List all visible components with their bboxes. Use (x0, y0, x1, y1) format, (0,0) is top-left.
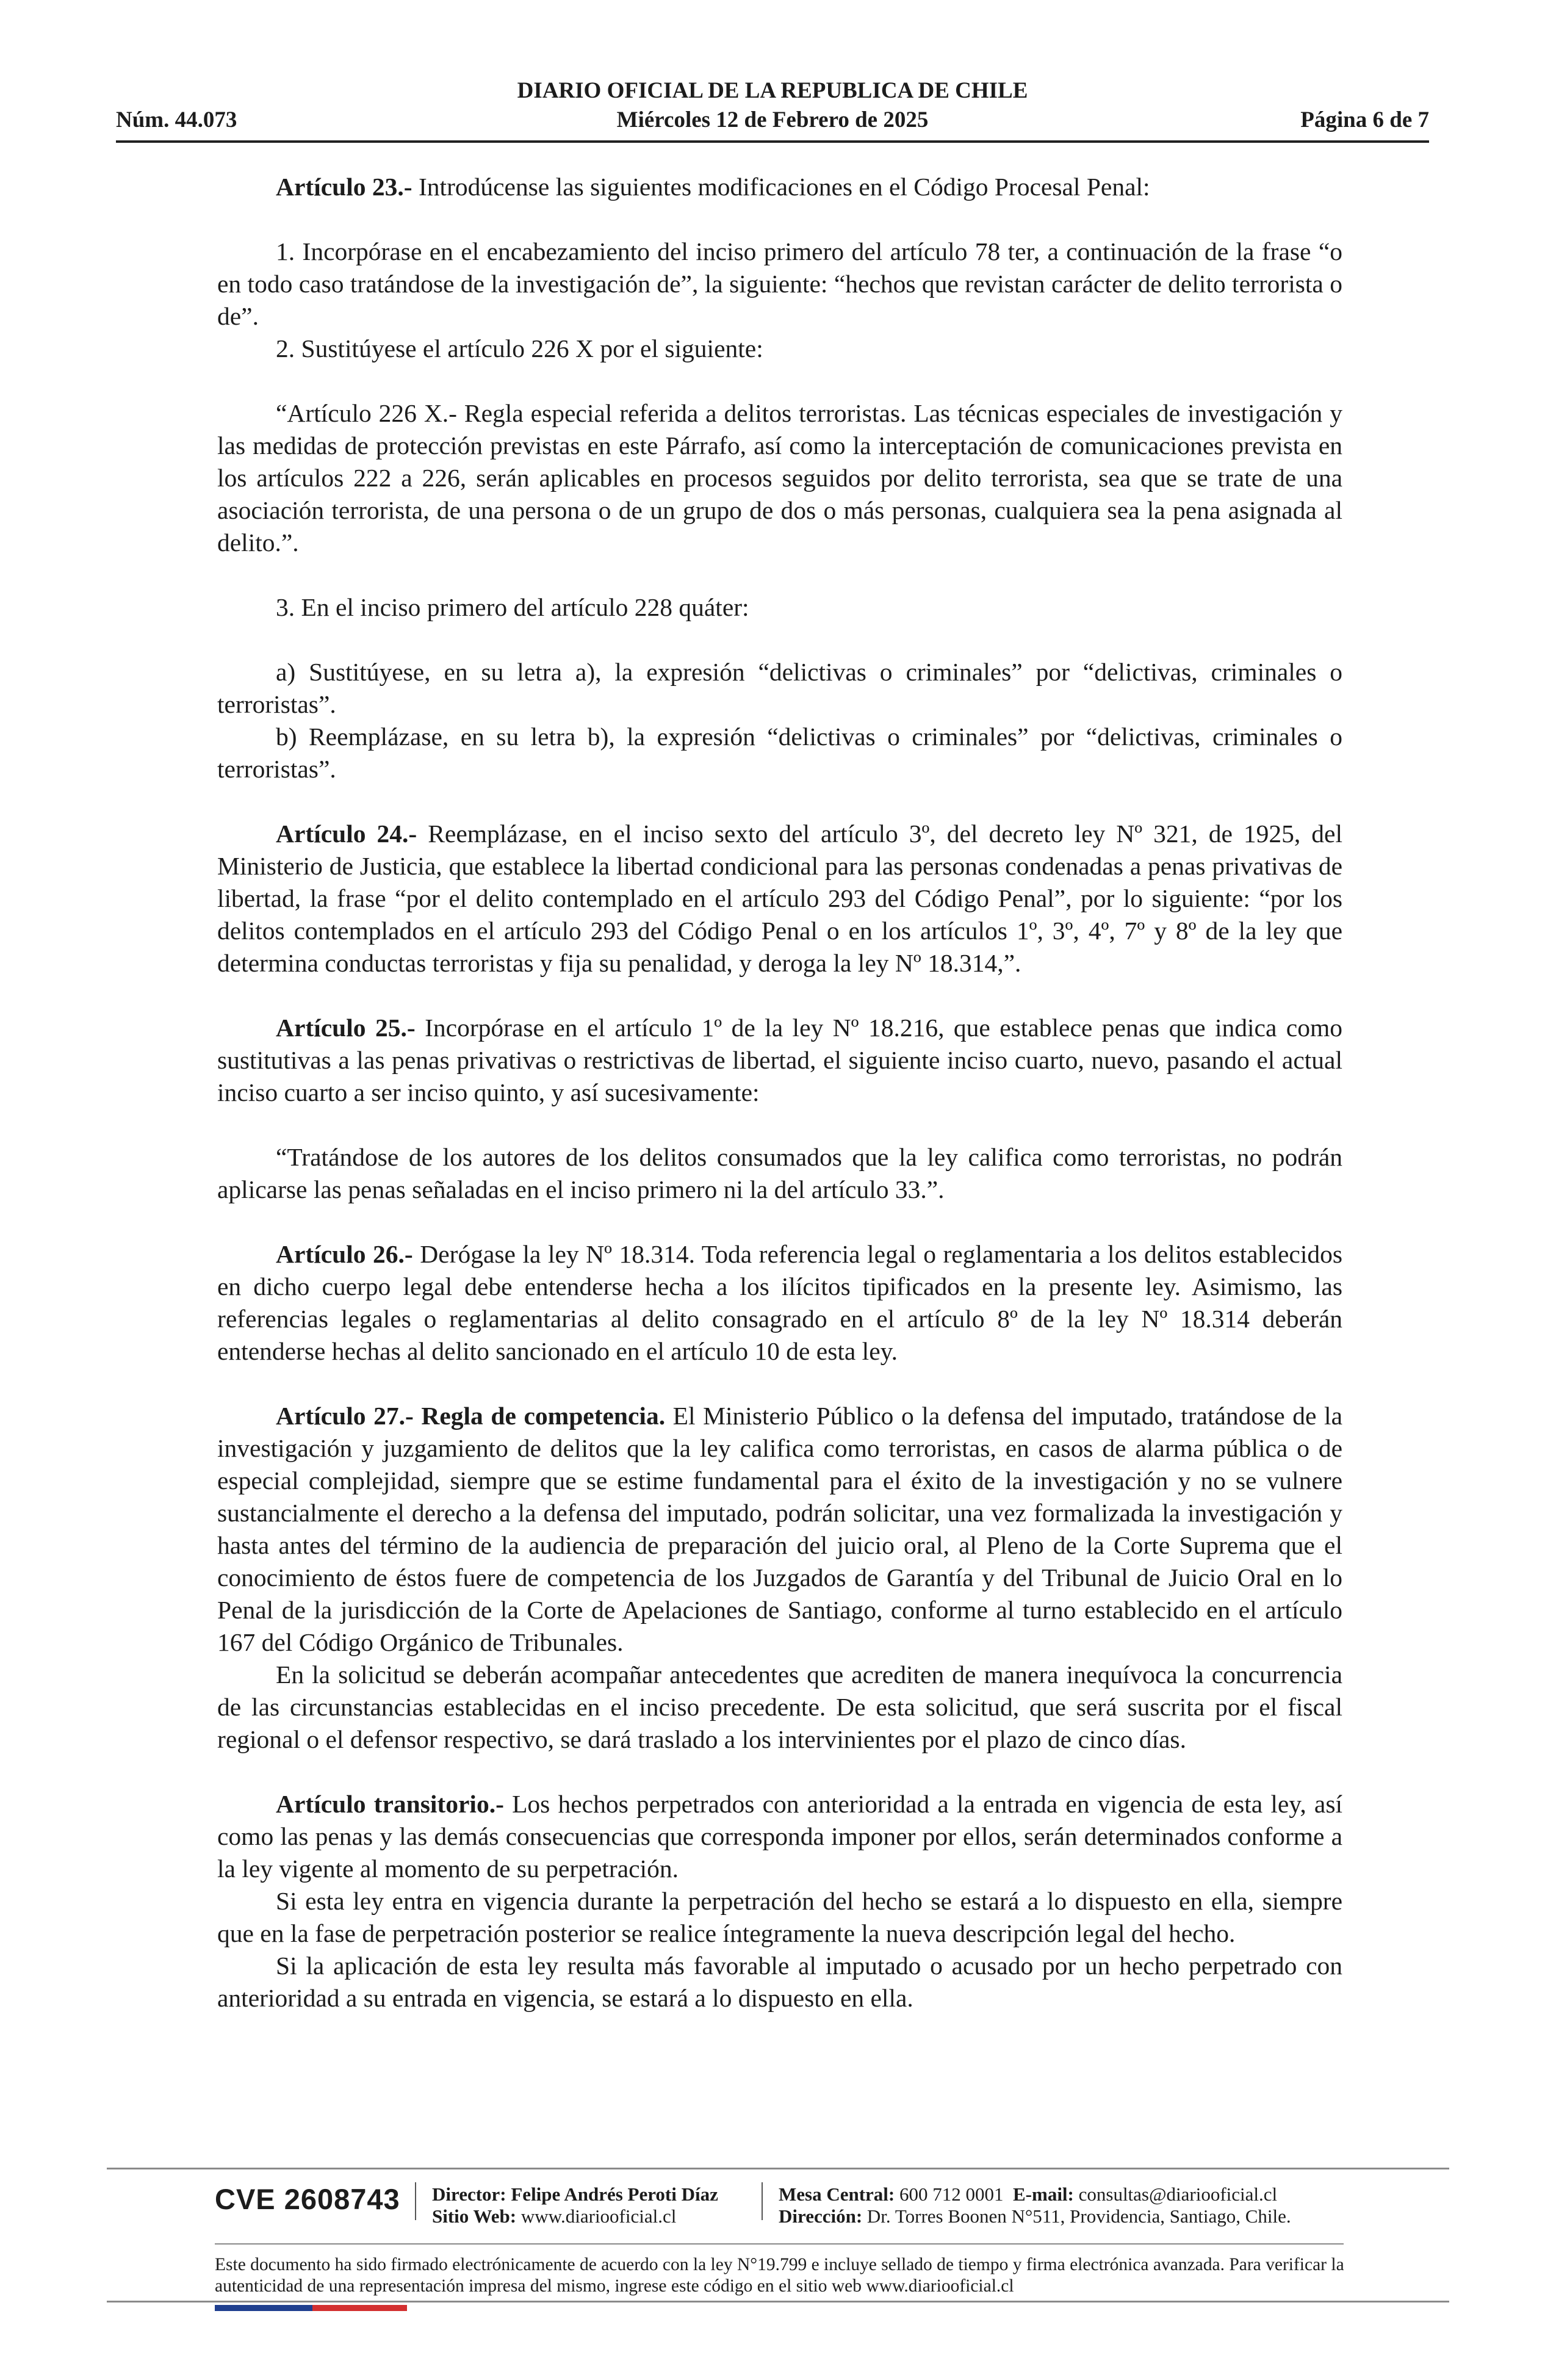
flag-stripe-blue (215, 2305, 312, 2311)
article-25-quote: “Tratándose de los autores de los delitos consumados que la ley califica como terroristas, no podrán aplicarse las penas señaladas en el inciso primero ni la del artículo 33.”. (217, 1143, 1342, 1203)
article-26: Artículo 26.- Derógase la ley Nº 18.314. Toda referencia legal o reglamentaria a los delitos establecidos en dicho cuerpo legal debe entenderse hecha a los ilícitos tipificados en la presente ley. Asimismo, las referencias legales o reglamentarias al delito consagrado en el artículo 8º de la ley Nº 18.314 deberán entenderse hechas al delito sancionado en el artículo 10 de esta ley. (217, 1240, 1342, 1365)
issue-number: Núm. 44.073 (116, 107, 237, 132)
journal-title: DIARIO OFICIAL DE LA REPUBLICA DE CHILE (517, 78, 1028, 103)
website-line: Sitio Web: www.diariooficial.cl (432, 2205, 677, 2227)
article-226x-quote: “Artículo 226 X.- Regla especial referida a delitos terroristas. Las técnicas especiales de investigación y las medidas de protección previstas en este Párrafo, así como la interceptación de comunicaciones prevista en los artículos 222 a 226, serán aplicables en procesos seguidos por delito terrorista, sea que se trate de una asociación terrorista, de una persona o de un grupo de dos o más personas, cualquiera sea la pena asignada al delito.”. (217, 399, 1342, 557)
page-header (116, 76, 1429, 145)
article-23-item-3b: b) Reemplázase, en su letra b), la expresión “delictivas o criminales” por “delictivas, criminales o terroristas”. (217, 723, 1342, 783)
article-27-paragraph-2: En la solicitud se deberán acompañar antecedentes que acrediten de manera inequívoca la concurrencia de las circunstancias establecidas en el inciso precedente. De esta solicitud, que será suscrita por el fiscal regional o el defensor respectivo, se dará traslado a los intervinientes por el plazo de cinco días. (217, 1661, 1342, 1753)
address-line: Dirección: Dr. Torres Boonen N°511, Providencia, Santiago, Chile. (779, 2205, 1291, 2227)
director-line: Director: Felipe Andrés Peroti Díaz (432, 2183, 718, 2205)
article-23-item-3: 3. En el inciso primero del artículo 228 quáter: (276, 593, 749, 621)
article-23-heading: Artículo 23.- (276, 173, 412, 201)
article-24-heading: Artículo 24.- (276, 820, 417, 848)
flag-stripe-red (312, 2305, 407, 2311)
article-23-item-1: 1. Incorpórase en el encabezamiento del inciso primero del artículo 78 ter, a continuación de la frase “o en todo caso tratándose de la investigación de”, la siguiente: “hechos que revistan carácter de delito terrorista o de”. (217, 237, 1342, 330)
document-body (217, 171, 1342, 2014)
page-number: Página 6 de 7 (1300, 107, 1429, 132)
article-23-intro: Artículo 23.- Introdúcense las siguientes modificaciones en el Código Procesal Penal: (276, 173, 1150, 201)
article-26-heading: Artículo 26.- (276, 1240, 413, 1268)
article-23-item-3a: a) Sustitúyese, en su letra a), la expresión “delictivas o criminales” por “delictivas, criminales o terroristas”. (217, 658, 1342, 718)
article-25-heading: Artículo 25.- (276, 1014, 416, 1042)
article-23-item-2: 2. Sustitúyese el artículo 226 X por el siguiente: (276, 334, 763, 362)
footer-director-block (432, 2183, 718, 2227)
transitional-article-paragraph-2: Si esta ley entra en vigencia durante la perpetración del hecho se estará a lo dispuesto en ella, siempre que en la fase de perpetración posterior se realice íntegramente la nueva descripción legal del hecho. (217, 1887, 1342, 1947)
transitional-article-paragraph-3: Si la aplicación de esta ley resulta más favorable al imputado o acusado por un hecho perpetrado con anterioridad a su entrada en vigencia, se estará a lo dispuesto en ella. (217, 1952, 1342, 2012)
footer-bottom-divider (107, 2301, 1449, 2302)
transitional-article: Artículo transitorio.- Los hechos perpetrados con anterioridad a la entrada en vigencia de esta ley, así como las penas y las demás consecuencias que corresponda imponer por ellos, serán determinados conforme a la ley vigente al momento de su perpetración. (217, 1790, 1342, 1883)
footer-contact-block (779, 2183, 1291, 2227)
contact-line: Mesa Central: 600 712 0001 E-mail: consultas@diariooficial.cl (779, 2183, 1278, 2205)
footer-top-divider (107, 2168, 1449, 2169)
article-25: Artículo 25.- Incorpórase en el artículo 1º de la ley Nº 18.216, que establece penas que indica como sustitutivas a las penas privativas o restrictivas de libertad, el siguiente inciso cuarto, nuevo, pasando el actual inciso cuarto a ser inciso quinto, y así sucesivamente: (217, 1014, 1343, 1106)
footer-separator (415, 2182, 416, 2220)
masthead (116, 76, 1429, 135)
article-27: Artículo 27.- Regla de competencia. El Ministerio Público o la defensa del imputado, tratándose de la investigación y juzgamiento de delitos que la ley califica como terroristas, en casos de alarma pública o de especial complejidad, siempre que se estime fundamental para el éxito de la investigación y no se vulnere sustancialmente el derecho a la defensa del imputado, podrán solicitar, una vez formalizada la investigación y hasta antes del término de la audiencia de preparación del juicio oral, al Pleno de la Corte Suprema que el conocimiento de éstos fuere de competencia de los Juzgados de Garantía y del Tribunal de Juicio Oral en lo Penal de la jurisdicción de la Corte de Apelaciones de Santiago, conforme al turno establecido en el artículo 167 del Código Orgánico de Tribunales. (217, 1402, 1342, 1656)
transitional-article-heading: Artículo transitorio.- (276, 1790, 504, 1818)
article-24: Artículo 24.- Reemplázase, en el inciso sexto del artículo 3º, del decreto ley Nº 321, de 1925, del Ministerio de Justicia, que establece la libertad condicional para las personas condenadas a penas privativas de libertad, la frase “por el delito contemplado en el artículo 293 del Código Penal”, por lo siguiente: “por los delitos contemplados en el artículo 293 del Código Penal o en los artículos 1º, 3º, 4º, 7º y 8º de la ley que determina conductas terroristas y fija su penalidad, y deroga la ley Nº 18.314,”. (217, 820, 1342, 977)
signature-notice: Este documento ha sido firmado electrónicamente de acuerdo con la ley N°19.799 e incluye sellado de tiempo y firma electrónica avanzada. Para verificar la autenticidad de una representación impresa del mismo, ingrese este código en el sitio web www.diariooficial.cl (215, 2255, 1344, 2296)
footer-separator (762, 2182, 763, 2220)
email-link[interactable]: consultas@diariooficial.cl (1073, 2183, 1278, 2205)
issue-date: Miércoles 12 de Febrero de 2025 (616, 107, 929, 132)
cve-code: CVE 2608743 (215, 2183, 400, 2215)
website-link[interactable]: www.diariooficial.cl (516, 2205, 677, 2227)
footer-middle-divider (215, 2243, 1344, 2245)
header-divider (116, 140, 1429, 143)
article-27-heading: Artículo 27.- Regla de competencia. (276, 1402, 666, 1430)
